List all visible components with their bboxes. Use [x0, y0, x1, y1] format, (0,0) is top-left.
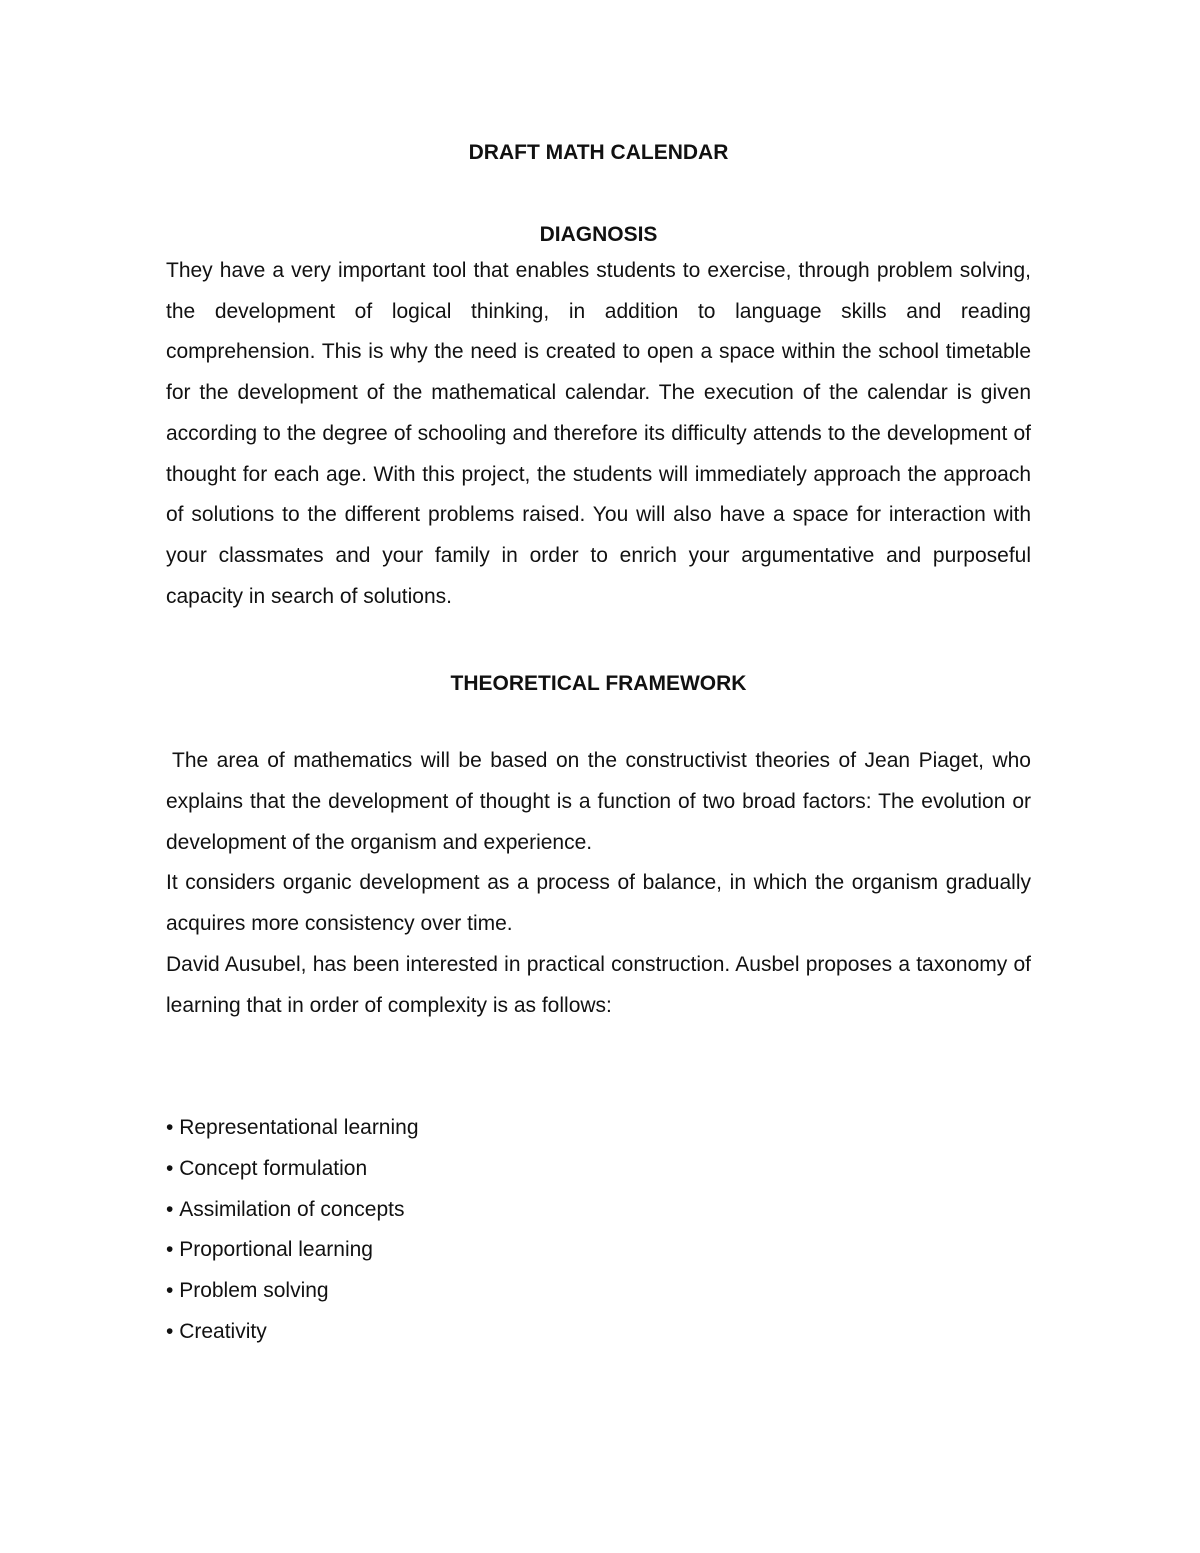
document-page: [166, 138, 1031, 1352]
list-item: • Assimilation of concepts: [166, 1190, 1031, 1231]
diagnosis-paragraph: They have a very important tool that enables students to exercise, through problem solving, the development of logical thinking, in addition to language skills and reading comprehension. This is why the need is created to open a space within the school timetable for the development of the mathematical calendar. The execution of the calendar is given according to the degree of schooling and therefore its difficulty attends to the development of thought for each age. With this project, the students will immediately approach the approach of solutions to the different problems raised. You will also have a space for interaction with your classmates and your family in order to enrich your argumentative and purposeful capacity in search of solutions.: [166, 259, 1031, 608]
list-item: • Proportional learning: [166, 1230, 1031, 1271]
theory-paragraph-organic: It considers organic development as a process of balance, in which the organism gradually acquires more consistency over time.: [166, 871, 1031, 936]
document-title: DRAFT MATH CALENDAR: [468, 141, 729, 164]
theory-paragraph-piaget: The area of mathematics will be based on the constructivist theories of Jean Piaget, who explains that the development of thought is a function of two broad factors: The evolution or development of the organism and experience.: [166, 749, 1031, 854]
list-item: • Representational learning: [166, 1108, 1031, 1149]
section-heading-diagnosis: DIAGNOSIS: [539, 223, 658, 246]
list-item: • Concept formulation: [166, 1149, 1031, 1190]
list-item: • Problem solving: [166, 1271, 1031, 1312]
section-heading-theoretical-framework: THEORETICAL FRAMEWORK: [450, 672, 747, 696]
list-item: • Creativity: [166, 1312, 1031, 1353]
theory-paragraph-ausubel: David Ausubel, has been interested in practical construction. Ausbel proposes a taxonomy of learning that in order of complexity is as follows:: [166, 952, 1031, 1017]
taxonomy-list: [166, 1108, 1031, 1352]
